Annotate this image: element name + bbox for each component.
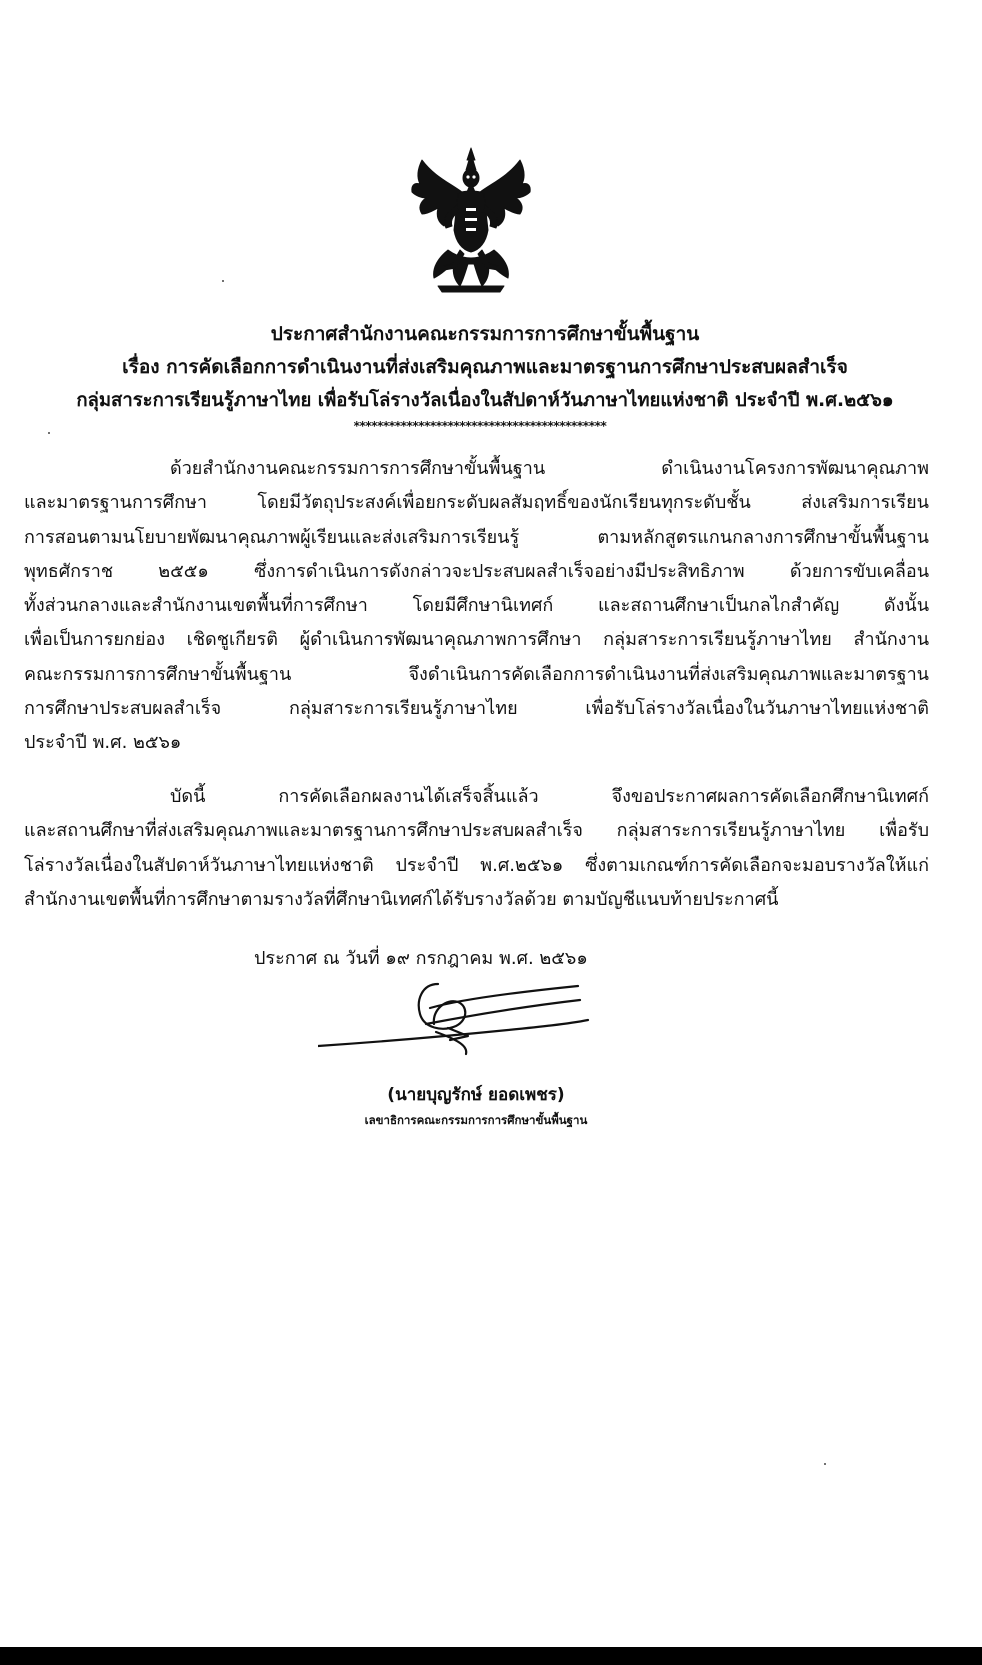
garuda-emblem-icon xyxy=(408,146,534,296)
paragraph-line: ด้วยสำนักงานคณะกรรมการการศึกษาขั้นพื้นฐาน ดำเนินงานโครงการพัฒนาคุณภาพ xyxy=(170,458,929,479)
paragraph-line: การสอนตามนโยบายพัฒนาคุณภาพผู้เรียนและส่งเสริมการเรียนรู้ ตามหลักสูตรแกนกลางการศึกษาขั้นพื้นฐาน xyxy=(24,526,929,548)
announcement-title: ประกาศสำนักงานคณะกรรมการการศึกษาขั้นพื้นฐาน xyxy=(270,323,700,345)
paragraph-line: การศึกษาประสบผลสำเร็จ กลุ่มสาระการเรียนรู้ภาษาไทย เพื่อรับโล่รางวัลเนื่องในวันภาษาไทยแห่งชาติ xyxy=(24,698,929,720)
scan-speck xyxy=(824,1463,826,1465)
announcement-date: ประกาศ ณ วันที่ ๑๙ กรกฎาคม พ.ศ. ๒๕๖๑ xyxy=(254,948,588,969)
paragraph-line: ประจำปี พ.ศ. ๒๕๖๑ xyxy=(24,732,182,754)
paragraph-1 xyxy=(24,452,929,761)
scan-bottom-border xyxy=(0,1647,982,1665)
announcement-header xyxy=(20,318,950,417)
paragraph-line: บัดนี้ การคัดเลือกผลงานได้เสร็จสิ้นแล้ว จึงขอประกาศผลการคัดเลือกศึกษานิเทศก์ xyxy=(170,786,929,807)
paragraph-line: และมาตรฐานการศึกษา โดยมีวัตถุประสงค์เพื่อยกระดับผลสัมฤทธิ์ของนักเรียนทุกระดับชั้น ส่งเสริมการเรียน xyxy=(24,492,929,514)
handwritten-signature-icon xyxy=(318,970,618,1060)
announcement-subject: เรื่อง การคัดเลือกการดำเนินงานที่ส่งเสริมคุณภาพและมาตรฐานการศึกษาประสบผลสำเร็จ xyxy=(122,356,848,378)
signer-name: (นายบุญรักษ์ ยอดเพชร) xyxy=(387,1085,565,1105)
paragraph-line: พุทธศักราช ๒๕๕๑ ซึ่งการดำเนินการดังกล่าวจะประสบผลสำเร็จอย่างมีประสิทธิภาพ ด้วยการขับเคลื่อน xyxy=(24,560,929,582)
signer-title: เลขาธิการคณะกรรมการการศึกษาขั้นพื้นฐาน xyxy=(364,1113,588,1127)
paragraph-line: ทั้งส่วนกลางและสำนักงานเขตพื้นที่การศึกษา โดยมีศึกษานิเทศก์ และสถานศึกษาเป็นกลไกสำคัญ ดังนั้น xyxy=(24,595,929,617)
paragraph-line: คณะกรรมการการศึกษาขั้นพื้นฐาน จึงดำเนินการคัดเลือกการดำเนินงานที่ส่งเสริมคุณภาพและมาตรฐาน xyxy=(24,663,929,685)
header-separator: ******************************************* xyxy=(353,419,607,433)
paragraph-line: และสถานศึกษาที่ส่งเสริมคุณภาพและมาตรฐานการศึกษาประสบผลสำเร็จ กลุ่มสาระการเรียนรู้ภาษาไทย เพื่อรับ xyxy=(24,820,929,842)
scan-speck xyxy=(222,280,224,282)
paragraph-2 xyxy=(24,780,929,917)
announcement-subject-continued: กลุ่มสาระการเรียนรู้ภาษาไทย เพื่อรับโล่รางวัลเนื่องในสัปดาห์วันภาษาไทยแห่งชาติ ประจำปี พ.ศ.๒๕๖๑ xyxy=(76,390,894,411)
scan-speck xyxy=(48,432,50,434)
paragraph-line: โล่รางวัลเนื่องในสัปดาห์วันภาษาไทยแห่งชาติ ประจำปี พ.ศ.๒๕๖๑ ซึ่งตามเกณฑ์การคัดเลือกจะมอบรางวัลให้แก่ xyxy=(24,854,929,876)
paragraph-line: เพื่อเป็นการยกย่อง เชิดชูเกียรติ ผู้ดำเนินการพัฒนาคุณภาพการศึกษา กลุ่มสาระการเรียนรู้ภาษาไทย สำนักงาน xyxy=(24,629,929,651)
paragraph-line: สำนักงานเขตพื้นที่การศึกษาตามรางวัลที่ศึกษานิเทศก์ได้รับรางวัลด้วย ตามบัญชีแนบท้ายประกาศนี้ xyxy=(24,888,779,910)
